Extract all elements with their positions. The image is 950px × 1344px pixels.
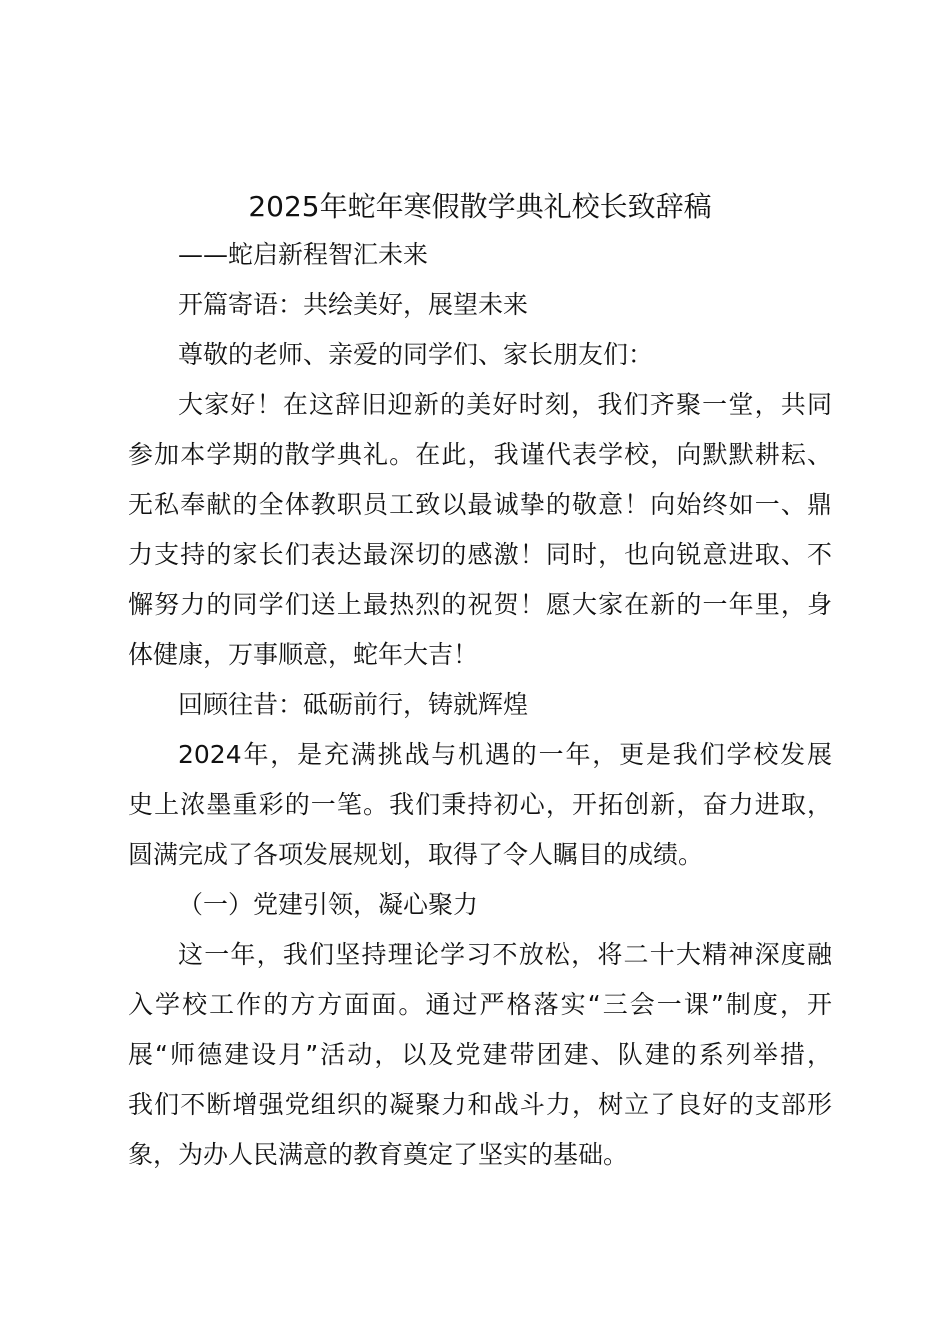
paragraph-line: 无私奉献的全体教职员工致以最诚挚的敬意！向始终如一、鼎 <box>128 490 832 519</box>
paragraph-line: 我们不断增强党组织的凝聚力和战斗力，树立了良好的支部形 <box>128 1090 832 1119</box>
paragraph-line: 力支持的家长们表达最深切的感激！同时，也向锐意进取、不 <box>128 540 832 569</box>
section-heading: 回顾往昔：砥砺前行，铸就辉煌 <box>178 690 529 719</box>
paragraph-line: 2024年，是充满挑战与机遇的一年，更是我们学校发展 <box>178 740 832 769</box>
salutation-line: 尊敬的老师、亲爱的同学们、家长朋友们： <box>178 340 654 369</box>
paragraph-line: 体健康，万事顺意，蛇年大吉！ <box>128 640 479 669</box>
document-title: 2025年蛇年寒假散学典礼校长致辞稿 <box>248 190 712 223</box>
paragraph-line: 入学校工作的方方面面。通过严格落实“三会一课”制度，开 <box>128 990 832 1019</box>
paragraph-line: 懈努力的同学们送上最热烈的祝贺！愿大家在新的一年里，身 <box>128 590 832 619</box>
paragraph-line: 参加本学期的散学典礼。在此，我谨代表学校，向默默耕耘、 <box>128 440 832 469</box>
section-heading: 开篇寄语：共绘美好，展望未来 <box>178 290 529 319</box>
paragraph-line: 史上浓墨重彩的一笔。我们秉持初心，开拓创新，奋力进取， <box>128 790 832 819</box>
subtitle-line: ——蛇启新程智汇未来 <box>178 240 429 269</box>
paragraph-line: 这一年，我们坚持理论学习不放松，将二十大精神深度融 <box>178 940 832 969</box>
paragraph-line: 展“师德建设月”活动，以及党建带团建、队建的系列举措， <box>128 1040 832 1069</box>
paragraph-line: 大家好！在这辞旧迎新的美好时刻，我们齐聚一堂，共同 <box>178 390 832 419</box>
paragraph-line: 圆满完成了各项发展规划，取得了令人瞩目的成绩。 <box>128 840 704 869</box>
subsection-heading: （一）党建引领，凝心聚力 <box>178 890 479 919</box>
paragraph-line: 象，为办人民满意的教育奠定了坚实的基础。 <box>128 1140 629 1169</box>
